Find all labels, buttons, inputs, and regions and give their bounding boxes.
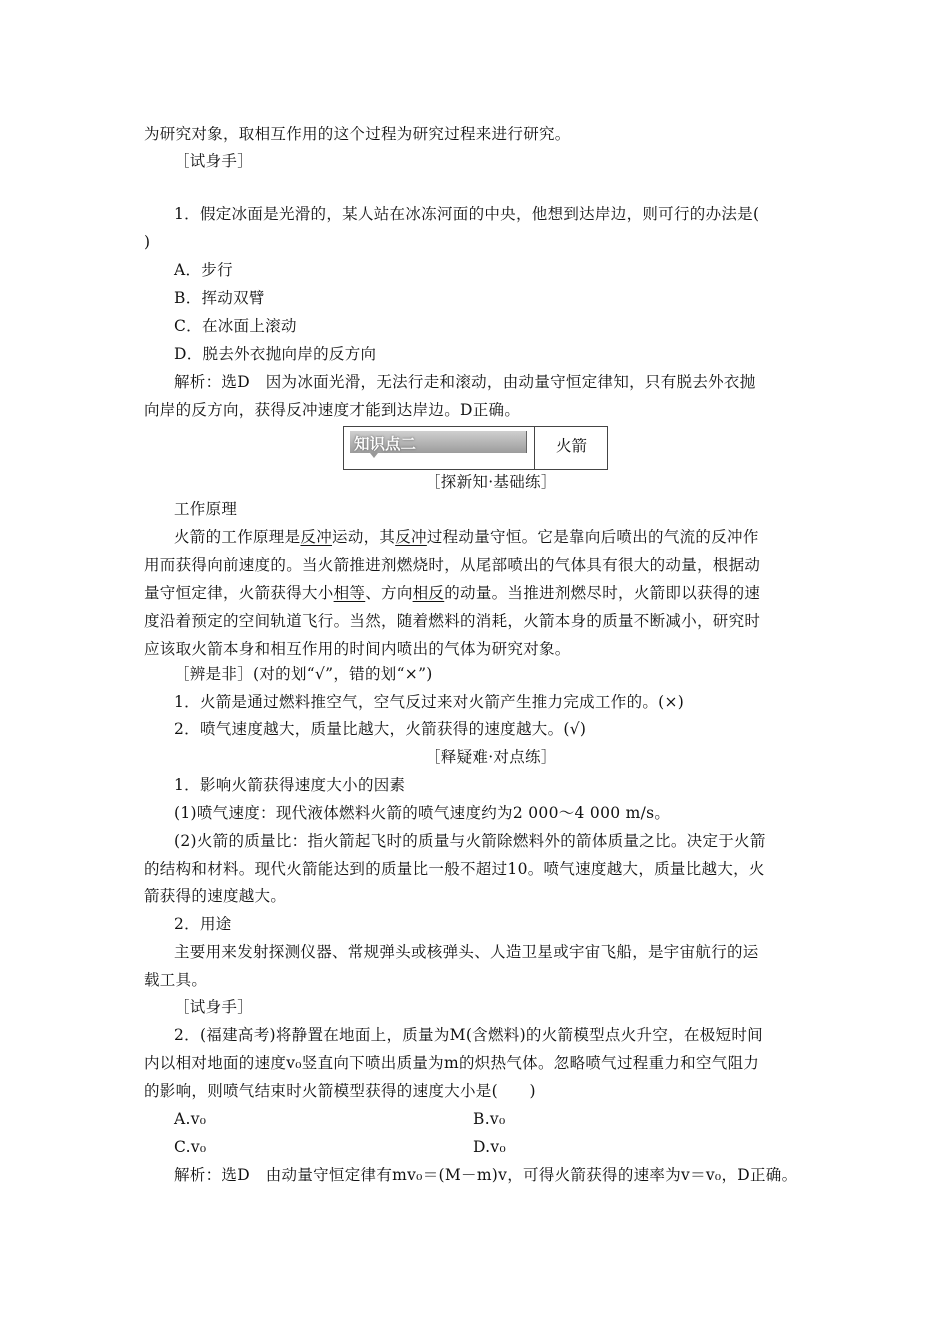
text-run: 的动量。当推进剂燃尽时，火箭即以获得的速 [444,584,761,602]
paragraph-line: 箭获得的速度越大。 [144,887,287,905]
knowledge-point-badge [350,431,527,453]
text-run: 火箭的工作原理是 [174,528,301,546]
question-2-line-3: 的影响，则喷气结束时火箭模型获得的速度大小是( ) [144,1082,536,1100]
subheading-working-principle: 工作原理 [174,500,238,518]
option-a: A．步行 [174,261,233,279]
paragraph-line [174,527,759,547]
paragraph-line: 应该取火箭本身和相互作用的时间内喷出的气体为研究对象。 [144,640,571,658]
option-b: B.v₀ [473,1110,506,1128]
question-2-line-2: 内以相对地面的速度v₀竖直向下喷出质量为m的炽热气体。忽略喷气过程重力和空气阻力 [144,1054,760,1072]
knowledge-point-title: 火箭 [556,437,588,455]
question-1-stem-end: ) [144,233,151,251]
text-run: 量守恒定律，火箭获得大小 [144,584,334,602]
section-heading-try: ［试身手］ [174,998,254,1016]
true-false-item-2: 2．喷气速度越大，质量比越大，火箭获得的速度越大。(√) [174,720,587,738]
option-b: B．挥动双臂 [174,289,265,307]
numbered-heading-2: 2．用途 [174,915,232,933]
section-heading-explain: ［释疑难·对点练］ [425,748,557,766]
option-d: D.v₀ [473,1138,506,1156]
section-heading-try: ［试身手］ [174,152,254,170]
section-heading-explore: ［探新知·基础练］ [425,473,557,491]
answer-1-line-1: 解析：选D 因为冰面光滑，无法行走和滚动，由动量守恒定律知，只有脱去外衣抛 [174,373,756,391]
numbered-heading-1: 1．影响火箭获得速度大小的因素 [174,776,406,794]
answer-2: 解析：选D 由动量守恒定律有mv₀＝(M－m)v，可得火箭获得的速率为v＝v₀，D正确。 [174,1166,798,1184]
paragraph-line: (2)火箭的质量比：指火箭起飞时的质量与火箭除燃料外的箭体质量之比。决定于火箭 [174,832,766,850]
paragraph-line: (1)喷气速度：现代液体燃料火箭的喷气速度约为2 000～4 000 m/s。 [174,804,671,822]
knowledge-point-badge-label: 知识点二 [354,435,417,453]
paragraph-line: 为研究对象，取相互作用的这个过程为研究过程来进行研究。 [144,125,571,143]
section-heading-true-false: ［辨是非］(对的划“√”，错的划“×”) [174,665,433,683]
text-run: 运动，其 [332,528,396,546]
answer-1-line-2: 向岸的反方向，获得反冲速度才能到达岸边。D正确。 [144,401,521,419]
option-a: A.v₀ [174,1110,207,1128]
option-c: C.v₀ [174,1138,207,1156]
paragraph-line: 的结构和材料。现代火箭能达到的质量比一般不超过10。喷气速度越大，质量比越大，火 [144,860,765,878]
paragraph-line: 载工具。 [144,971,208,989]
knowledge-point-header [343,426,608,470]
option-d: D．脱去外衣抛向岸的反方向 [174,345,377,363]
paragraph-line: 用而获得向前速度的。当火箭推进剂燃烧时，从尾部喷出的气体具有很大的动量，根据动 [144,556,761,574]
text-run: 、方向 [365,584,413,602]
paragraph-line [144,583,760,603]
underlined-term: 反冲 [300,528,333,546]
question-1-stem: 1．假定冰面是光滑的，某人站在冰冻河面的中央，他想到达岸边，则可行的办法是( [174,205,760,223]
header-divider [534,427,535,469]
option-c: C．在冰面上滚动 [174,317,297,335]
true-false-item-1: 1．火箭是通过燃料推空气，空气反过来对火箭产生推力完成工作的。(×) [174,693,685,711]
underlined-term: 相等 [333,584,366,602]
underlined-term: 反冲 [395,528,427,546]
paragraph-line: 主要用来发射探测仪器、常规弹头或核弹头、人造卫星或宇宙飞船，是宇宙航行的运 [174,943,759,961]
question-2-line-1: 2．(福建高考)将静置在地面上，质量为M(含燃料)的火箭模型点火升空，在极短时间 [174,1026,763,1044]
badge-notch-shape [370,453,378,458]
text-run: 过程动量守恒。它是靠向后喷出的气流的反冲作 [426,528,759,546]
paragraph-line: 度沿着预定的空间轨道飞行。当然，随着燃料的消耗，火箭本身的质量不断减小，研究时 [144,612,761,630]
underlined-term: 相反 [412,584,445,602]
